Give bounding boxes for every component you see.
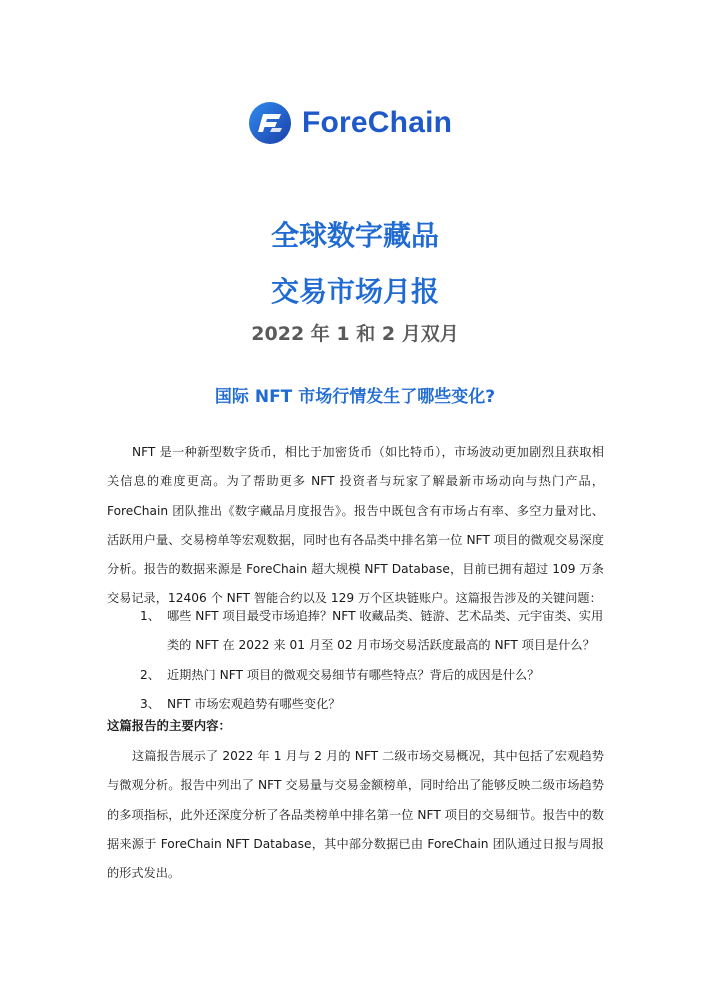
- section-question-heading: 国际 NFT 市场行情发生了哪些变化?: [214, 387, 496, 407]
- list-item-text: 哪些 NFT 项目最受市场追捧？NFT 收藏品类、链游、艺术品类、元宇宙类、实用类的 NFT 在 2022 来 01 月至 02 月市场交易活跃度最高的 NFT 项目是什么？: [167, 609, 604, 653]
- report-period: 2022 年 1 和 2 月双月: [251, 323, 459, 345]
- list-item: [140, 661, 604, 690]
- brand-name: ForeChain: [302, 106, 453, 139]
- list-item: [140, 602, 604, 661]
- key-questions-list: [140, 602, 604, 719]
- report-title-line-1: 全球数字藏品: [270, 219, 439, 252]
- forechain-logo-icon: [248, 101, 292, 145]
- main-content-heading: 这篇报告的主要内容：: [107, 718, 231, 733]
- report-title-line-2: 交易市场月报: [270, 275, 439, 308]
- list-item-text: 近期热门 NFT 项目的微观交易细节有哪些特点？背后的成因是什么？: [167, 667, 540, 682]
- list-item-number: 2、: [140, 667, 160, 682]
- list-item-number: 1、: [140, 609, 160, 623]
- list-item: [140, 690, 604, 719]
- brand-logo: [248, 101, 452, 145]
- summary-paragraph: 这篇报告展示了 2022 年 1 月与 2 月的 NFT 二级市场交易概况，其中包括了宏观趋势与微观分析。报告中列出了 NFT 交易量与交易金额榜单，同时给出了能够反映二级市场趋势的多项指标，此外还深度分析了各品类榜单中排名第一位 NFT 项目的交易细节。报告中的数据来源于 ForeChain NFT Database，其中部分数据已由 ForeChain 团队通过日报与周报的形式发出。: [107, 749, 604, 881]
- list-item-text: NFT 市场宏观趋势有哪些变化？: [167, 696, 341, 711]
- intro-paragraph: NFT 是一种新型数字货币，相比于加密货币（如比特币），市场波动更加剧烈且获取相关信息的难度更高。为了帮助更多 NFT 投资者与玩家了解最新市场动向与热门产品，ForeChain 团队推出《数字藏品月度报告》。报告中既包含有市场占有率、多空力量对比、活跃用户量、交易榜单等宏观数据，同时也有各品类中排名第一位 NFT 项目的微观交易深度分析。报告的数据来源是 ForeChain 超大规模 NFT Database，目前已拥有超过 109 万条交易记录，12406 个 NFT 智能合约以及 129 万个区块链账户。这篇报告涉及的关键问题：: [107, 445, 604, 606]
- list-item-number: 3、: [140, 696, 160, 711]
